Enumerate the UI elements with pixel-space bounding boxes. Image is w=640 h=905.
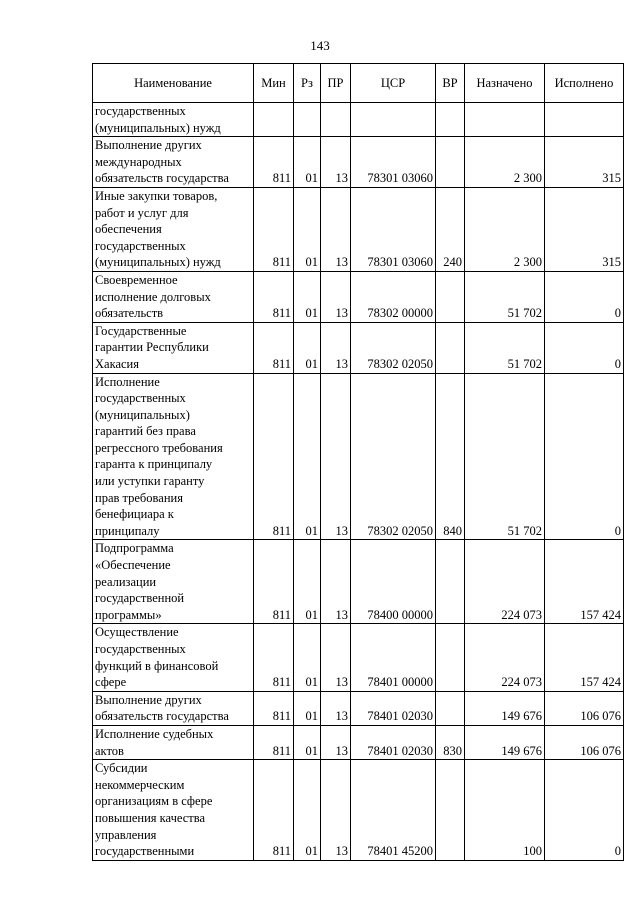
cell-min: 811 (254, 691, 294, 725)
header-row (93, 64, 624, 103)
table-row (93, 271, 624, 322)
cell-rz: 01 (294, 271, 321, 322)
cell-rz: 01 (294, 137, 321, 188)
cell-vr: 840 (436, 373, 465, 540)
cell-csr: 78400 00000 (351, 540, 436, 624)
cell-rz: 01 (294, 187, 321, 271)
cell-csr: 78302 02050 (351, 322, 436, 373)
cell-rz: 01 (294, 540, 321, 624)
budget-table (92, 63, 624, 861)
cell-assigned: 224 073 (465, 540, 545, 624)
cell-pr: 13 (321, 725, 351, 759)
cell-min: 811 (254, 322, 294, 373)
cell-vr: 240 (436, 187, 465, 271)
table-row (93, 103, 624, 137)
cell-executed: 0 (545, 373, 624, 540)
cell-min: 811 (254, 624, 294, 691)
cell-vr (436, 624, 465, 691)
cell-min: 811 (254, 271, 294, 322)
cell-executed: 0 (545, 271, 624, 322)
cell-assigned (465, 103, 545, 137)
table-row (93, 691, 624, 725)
cell-name: государственных (муниципальных) нужд (93, 103, 254, 137)
cell-name: Исполнение судебных актов (93, 725, 254, 759)
cell-pr: 13 (321, 624, 351, 691)
cell-name: Своевременное исполнение долговых обязательств (93, 271, 254, 322)
header-vr: ВР (436, 64, 465, 103)
cell-rz: 01 (294, 373, 321, 540)
cell-rz: 01 (294, 725, 321, 759)
table-row (93, 624, 624, 691)
cell-csr: 78301 03060 (351, 187, 436, 271)
cell-name: Исполнение государственных (муниципальных) гарантий без права регрессного требования гаранта к принципалу или уступки гаранту прав требования бенефициара к принципалу (93, 373, 254, 540)
table-row (93, 187, 624, 271)
table-row (93, 373, 624, 540)
cell-pr (321, 103, 351, 137)
header-executed: Исполнено (545, 64, 624, 103)
cell-executed: 0 (545, 322, 624, 373)
cell-csr: 78401 45200 (351, 760, 436, 861)
cell-assigned: 149 676 (465, 691, 545, 725)
cell-vr (436, 103, 465, 137)
cell-name: Осуществление государственных функций в финансовой сфере (93, 624, 254, 691)
cell-csr: 78401 02030 (351, 725, 436, 759)
cell-executed: 0 (545, 760, 624, 861)
cell-vr: 830 (436, 725, 465, 759)
cell-name: Субсидии некоммерческим организациям в сфере повышения качества управления государственными (93, 760, 254, 861)
cell-name: Подпрограмма «Обеспечение реализации государственной программы» (93, 540, 254, 624)
table-row (93, 760, 624, 861)
table-row (93, 137, 624, 188)
page-number: 143 (310, 38, 330, 53)
cell-min (254, 103, 294, 137)
cell-name: Иные закупки товаров, работ и услуг для обеспечения государственных (муниципальных) нужд (93, 187, 254, 271)
cell-rz: 01 (294, 760, 321, 861)
cell-pr: 13 (321, 322, 351, 373)
cell-pr: 13 (321, 187, 351, 271)
cell-min: 811 (254, 187, 294, 271)
cell-assigned: 224 073 (465, 624, 545, 691)
cell-csr: 78302 02050 (351, 373, 436, 540)
table-row (93, 322, 624, 373)
cell-csr: 78301 03060 (351, 137, 436, 188)
cell-assigned: 51 702 (465, 373, 545, 540)
cell-vr (436, 540, 465, 624)
header-csr: ЦСР (351, 64, 436, 103)
cell-vr (436, 137, 465, 188)
cell-executed: 106 076 (545, 691, 624, 725)
cell-rz (294, 103, 321, 137)
header-min: Мин (254, 64, 294, 103)
cell-min: 811 (254, 137, 294, 188)
cell-pr: 13 (321, 760, 351, 861)
cell-name: Выполнение других обязательств государства (93, 691, 254, 725)
cell-executed: 315 (545, 137, 624, 188)
cell-rz: 01 (294, 691, 321, 725)
header-assigned: Назначено (465, 64, 545, 103)
cell-vr (436, 760, 465, 861)
cell-rz: 01 (294, 322, 321, 373)
table-row (93, 540, 624, 624)
cell-min: 811 (254, 725, 294, 759)
cell-vr (436, 322, 465, 373)
cell-pr: 13 (321, 271, 351, 322)
cell-executed: 157 424 (545, 540, 624, 624)
cell-executed: 157 424 (545, 624, 624, 691)
cell-rz: 01 (294, 624, 321, 691)
cell-assigned: 149 676 (465, 725, 545, 759)
cell-min: 811 (254, 540, 294, 624)
cell-csr (351, 103, 436, 137)
cell-assigned: 51 702 (465, 271, 545, 322)
cell-vr (436, 691, 465, 725)
cell-assigned: 2 300 (465, 137, 545, 188)
cell-vr (436, 271, 465, 322)
cell-executed: 315 (545, 187, 624, 271)
cell-pr: 13 (321, 691, 351, 725)
cell-name: Выполнение других международных обязательств государства (93, 137, 254, 188)
cell-csr: 78401 02030 (351, 691, 436, 725)
header-name: Наименование (93, 64, 254, 103)
cell-executed (545, 103, 624, 137)
cell-min: 811 (254, 760, 294, 861)
cell-assigned: 51 702 (465, 322, 545, 373)
cell-csr: 78401 00000 (351, 624, 436, 691)
cell-assigned: 100 (465, 760, 545, 861)
cell-pr: 13 (321, 540, 351, 624)
header-rz: Рз (294, 64, 321, 103)
header-pr: ПР (321, 64, 351, 103)
cell-executed: 106 076 (545, 725, 624, 759)
cell-csr: 78302 00000 (351, 271, 436, 322)
cell-pr: 13 (321, 137, 351, 188)
cell-pr: 13 (321, 373, 351, 540)
table-row (93, 725, 624, 759)
cell-assigned: 2 300 (465, 187, 545, 271)
cell-name: Государственные гарантии Республики Хакасия (93, 322, 254, 373)
cell-min: 811 (254, 373, 294, 540)
